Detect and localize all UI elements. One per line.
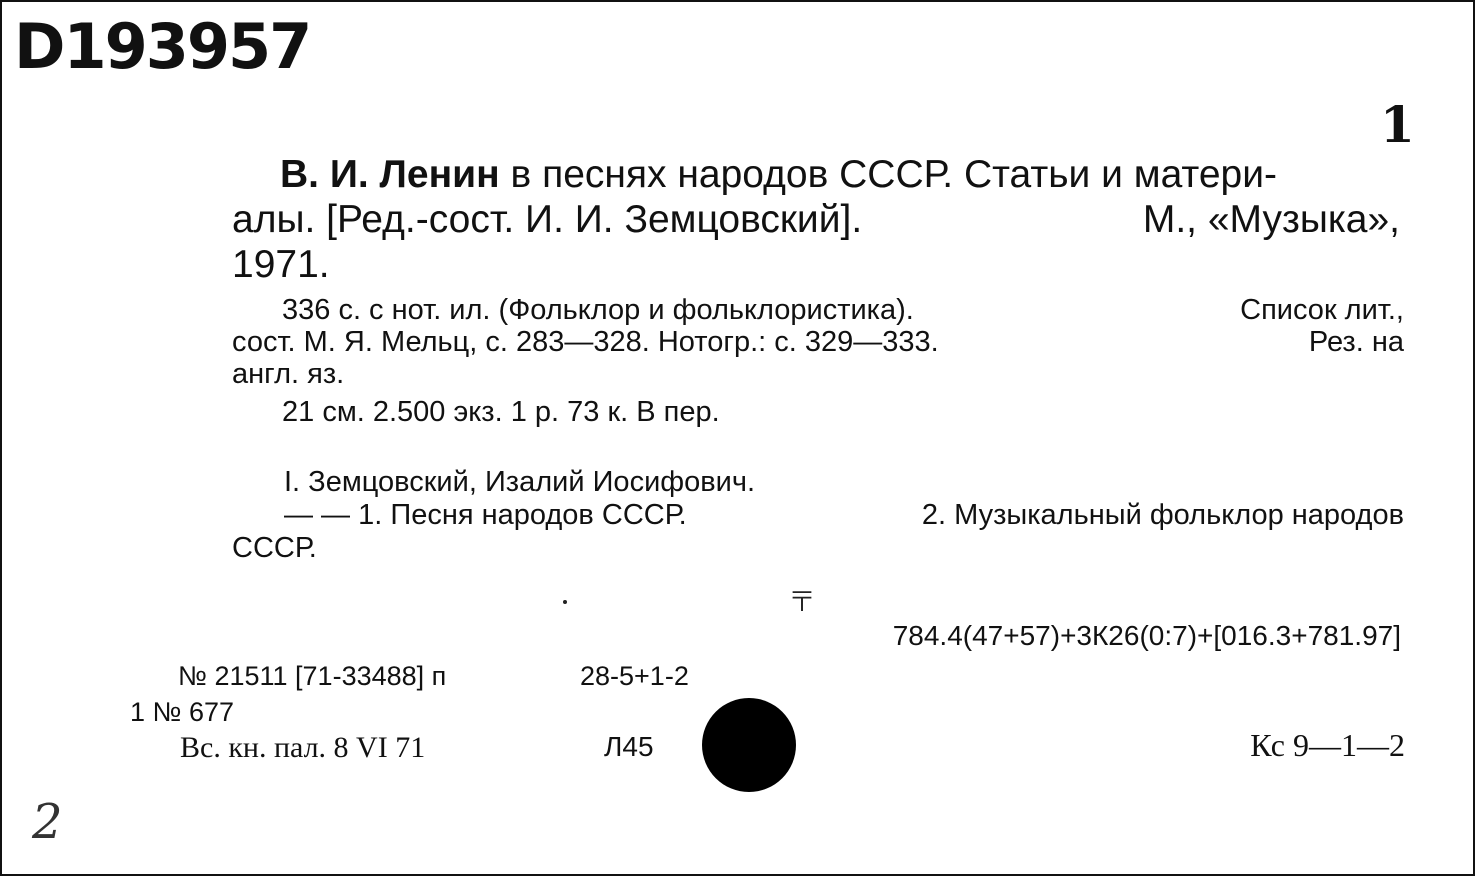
copy-number: 1 № 677 xyxy=(130,697,235,727)
tracing-subject-1: — — 1. Песня народов СССР. xyxy=(284,499,687,531)
book-chamber-note: Вс. кн. пал. 8 VI 71 xyxy=(180,731,426,764)
tracing-line-1 xyxy=(232,466,1404,499)
title-line-3 xyxy=(232,242,1400,287)
kc-code: Кс 9—1—2 xyxy=(1250,727,1405,763)
title-publisher: М., «Музыка», xyxy=(1142,198,1400,241)
handwritten-mark: 2 xyxy=(32,794,63,850)
title-editor: алы. [Ред.-сост. И. И. Земцовский]. xyxy=(232,198,863,241)
title-year: 1971. xyxy=(232,243,330,286)
collation-summary: Рез. на xyxy=(1308,326,1404,358)
card-number: 1 xyxy=(1380,95,1415,154)
title-rest: в песнях народов СССР. Статьи и матери- xyxy=(510,153,1278,196)
collation-language: англ. яз. xyxy=(232,358,345,390)
tracings-block xyxy=(232,466,1404,565)
collation-line-2 xyxy=(232,326,1404,358)
collation-size-price: 21 см. 2.500 экз. 1 р. 73 к. В пер. xyxy=(282,396,720,428)
call-number: D193957 xyxy=(14,10,311,83)
collation-line-4 xyxy=(232,396,1404,428)
tracing-subject-2: 2. Музыкальный фольклор народов xyxy=(921,499,1404,531)
collation-compiler: сост. М. Я. Мельц, с. 283—328. Нотогр.: с. 329—333. xyxy=(232,326,939,358)
title-author: В. И. Ленин xyxy=(280,153,500,196)
sheet-code: Л45 xyxy=(604,731,654,762)
classification-index: 784.4(47+57)+3К26(0:7)+[016.3+781.97] xyxy=(892,620,1401,651)
ink-dot xyxy=(563,600,567,604)
collation-line-1 xyxy=(232,294,1404,326)
collation-pages: 336 с. с нот. ил. (Фольклор и фольклористика). xyxy=(282,294,914,326)
tracing-editor: I. Земцовский, Изалий Иосифович. xyxy=(284,466,756,498)
title-line-2 xyxy=(232,197,1400,242)
stamp-mark: 〒 xyxy=(788,585,817,618)
tracing-subject-2-end: СССР. xyxy=(232,532,317,564)
collation-line-3 xyxy=(232,358,1404,390)
collation-block xyxy=(232,294,1404,428)
tracing-line-3 xyxy=(232,532,1404,565)
title-block xyxy=(232,152,1400,287)
title-line-1 xyxy=(232,152,1400,197)
registration-number: № 21511 [71-33488] п xyxy=(178,661,447,691)
sub-classification: 28-5+1-2 xyxy=(580,661,689,691)
collation-biblio: Список лит., xyxy=(1240,294,1404,326)
punch-hole xyxy=(702,698,796,792)
tracing-line-2 xyxy=(232,499,1404,532)
